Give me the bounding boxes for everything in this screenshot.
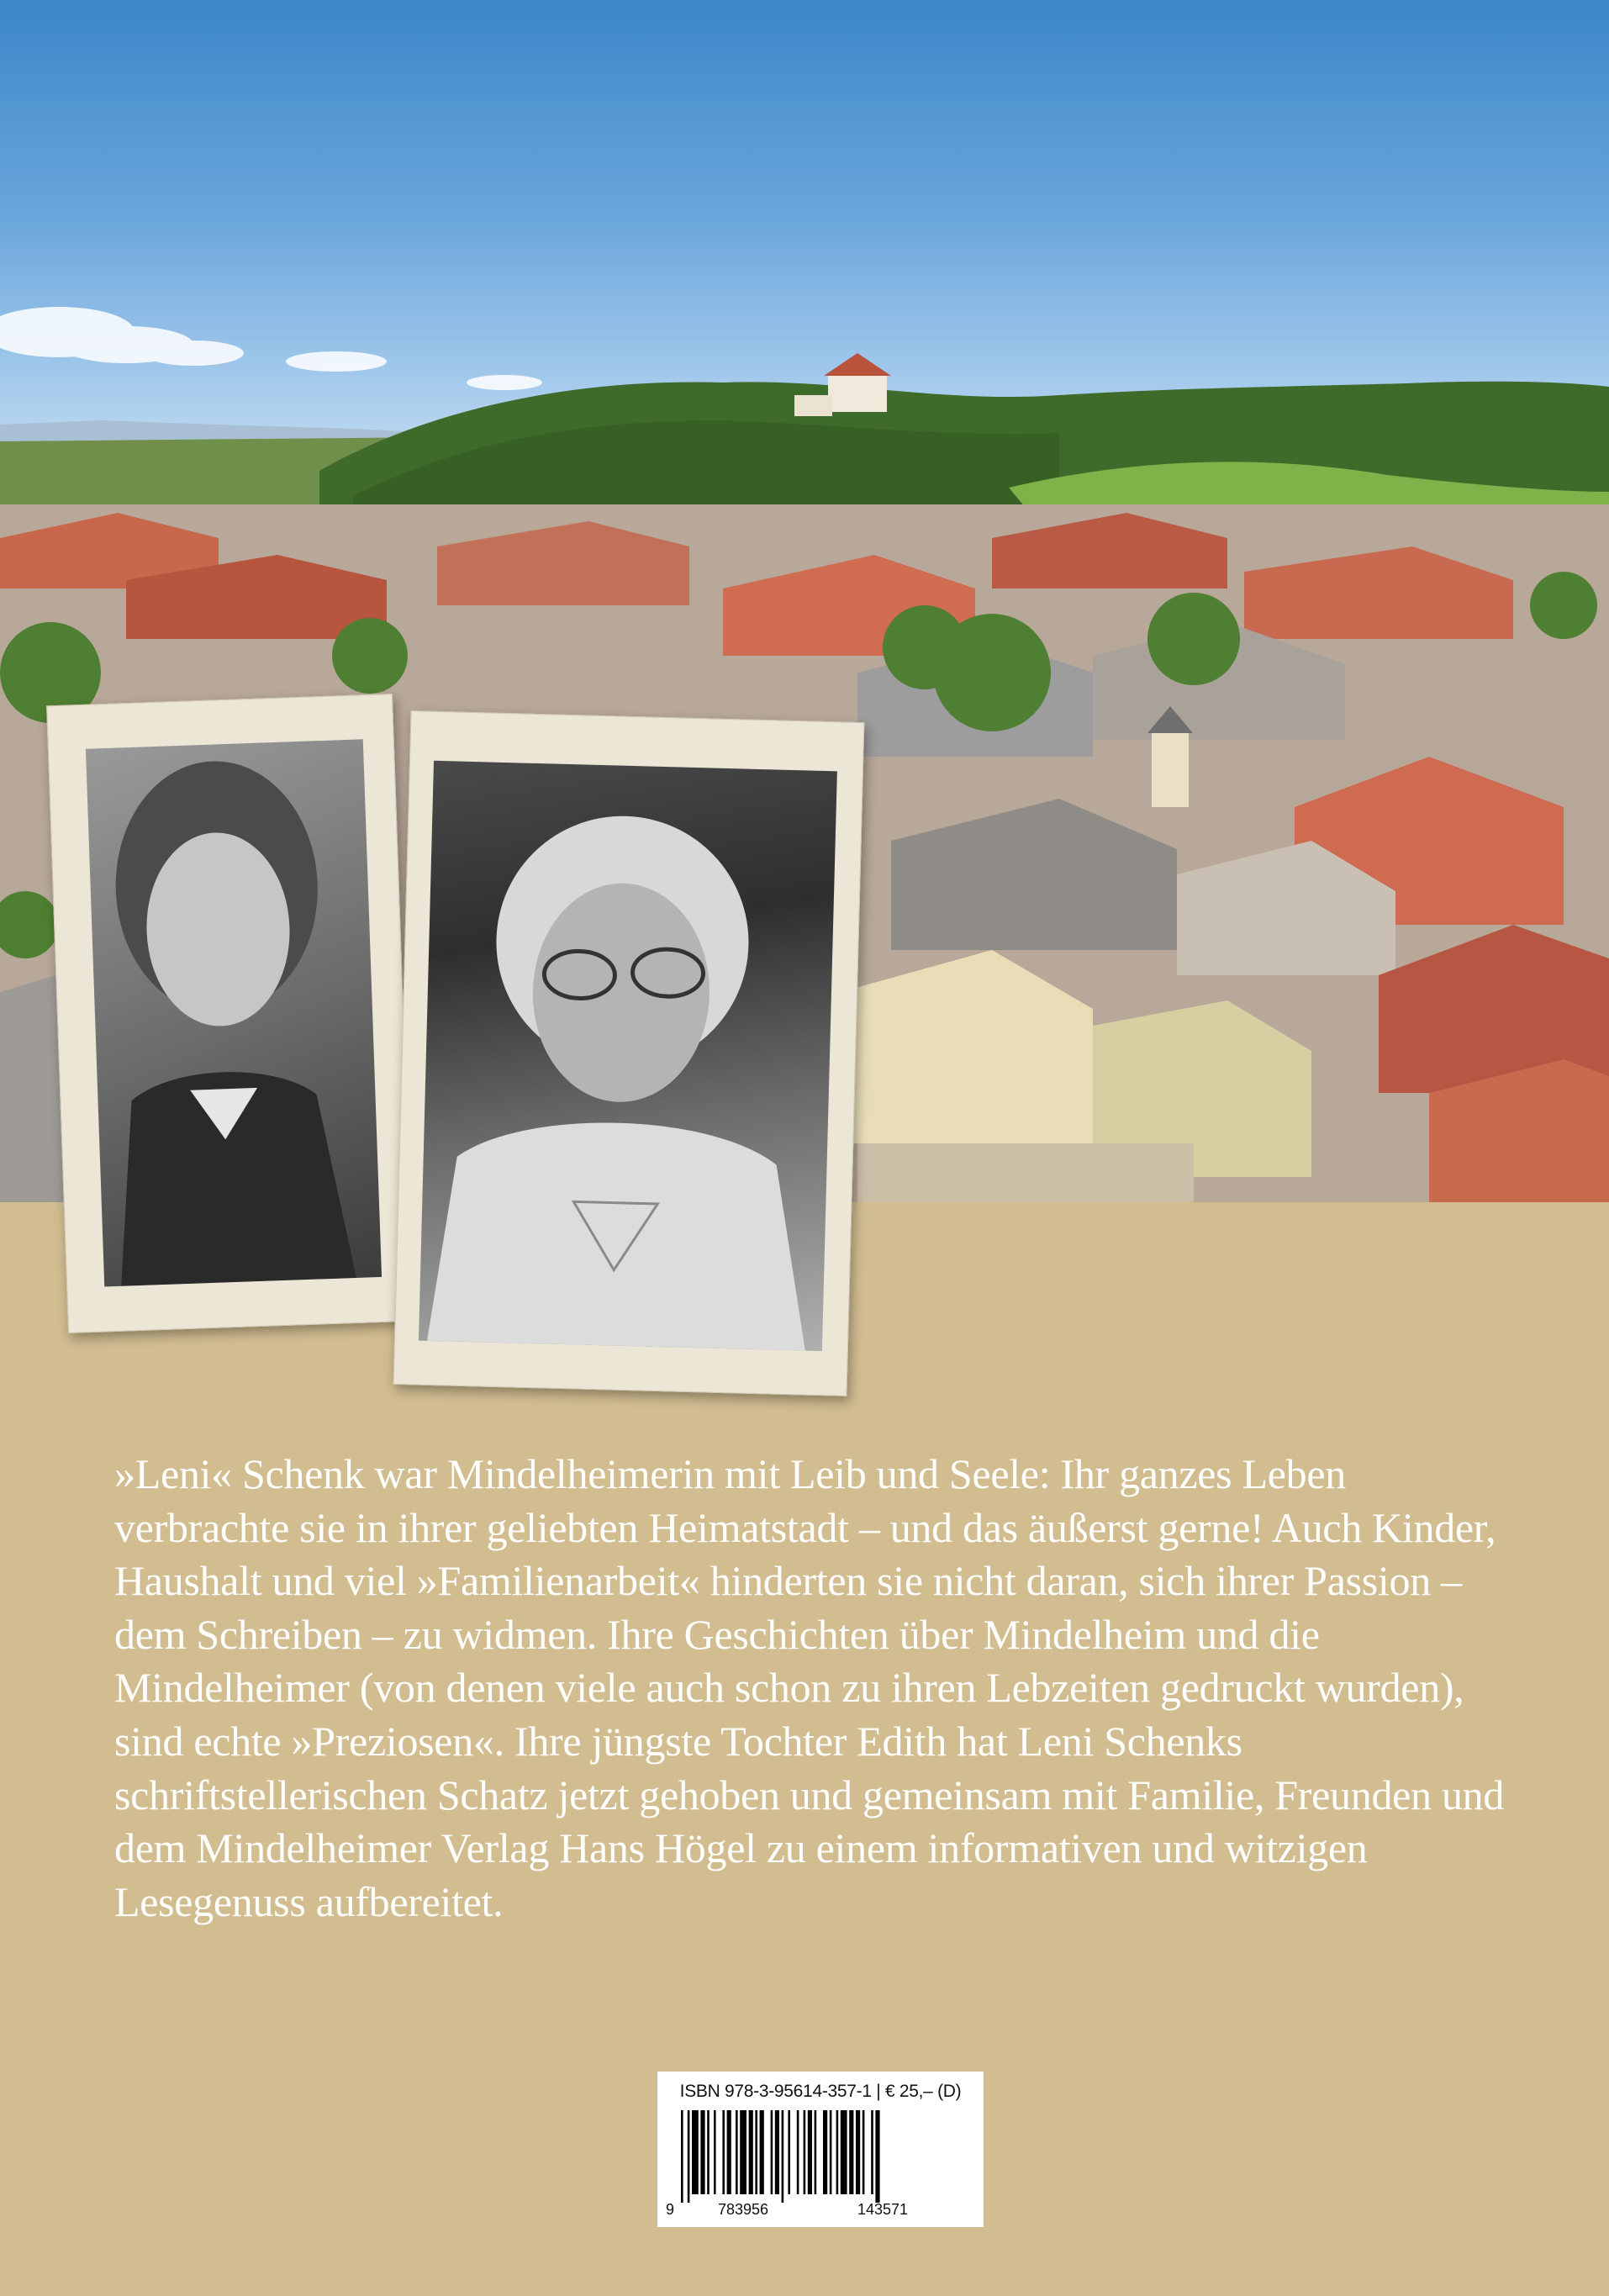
isbn-price-label: ISBN 978-3-95614-357-1 | € 25,– (D) <box>679 2082 962 2101</box>
barcode-bar <box>804 2110 806 2194</box>
barcode-bar <box>841 2110 847 2194</box>
barcode-bar <box>688 2110 690 2203</box>
barcode-bar <box>760 2110 764 2194</box>
barcode-bar <box>797 2110 799 2194</box>
barcode-bar <box>707 2110 710 2194</box>
portrait-young-woman-image <box>86 739 382 1286</box>
clouds <box>0 307 542 390</box>
barcode-bar <box>875 2110 879 2203</box>
portrait-young-woman <box>46 694 414 1333</box>
barcode-bar <box>681 2110 683 2203</box>
barcode-bar <box>740 2110 746 2194</box>
portrait-elderly-woman <box>393 710 865 1396</box>
barcode-bar <box>782 2110 784 2203</box>
barcode-bar <box>815 2110 817 2194</box>
isbn-barcode <box>657 2072 984 2227</box>
barcode-bar <box>823 2110 827 2194</box>
back-cover-description: »Leni« Schenk war Mindelheimerin mit Leib und Seele: Ihr ganzes Leben verbrachte sie in ihrer geliebten Heimatstadt – und das äußerst gerne! Auch Kinder, Haushalt und viel »Familienarbeit« hinderten sie nicht daran, sich ihrer Passion – dem Schreiben – zu widmen. Ihre Geschichten über Mindelheim und die Mindelheimer (von denen viele auch schon zu ihren Lebzeiten gedruckt wurden), sind echte »Preziosen«. Ihre jüngste Tochter Edith hat Leni Schenks schriftstellerischen Schatz jetzt gehoben und gemeinsam mit Familie, Freunden und dem Mindelheimer Verlag Hans Högel zu einem informativen und witzigen Lesegenuss aufbereitet. <box>114 1450 1505 1925</box>
barcode-bar <box>871 2110 873 2194</box>
barcode-bar <box>700 2110 704 2194</box>
barcode-bars <box>676 2110 965 2203</box>
barcode-bar <box>755 2110 757 2194</box>
barcode-bar <box>849 2110 853 2194</box>
barcode-bar <box>808 2110 812 2194</box>
barcode-bar <box>836 2110 839 2194</box>
barcode-bar <box>736 2110 738 2194</box>
barcode-bar <box>863 2110 865 2194</box>
barcode-bar <box>727 2110 731 2194</box>
barcode-bar <box>856 2110 860 2194</box>
barcode-bar <box>771 2110 773 2194</box>
barcode-bar <box>722 2110 725 2194</box>
barcode-digits-right: 143571 <box>857 2201 909 2218</box>
barcode-bar <box>714 2110 716 2194</box>
barcode-bar <box>830 2110 832 2194</box>
portrait-elderly-woman-image <box>419 761 837 1351</box>
barcode-bar <box>775 2110 779 2194</box>
barcode-bar <box>692 2110 699 2194</box>
barcode-bar <box>788 2110 790 2194</box>
barcode-digit-first: 9 <box>666 2201 675 2218</box>
barcode-bar <box>749 2110 753 2194</box>
barcode-digits-left: 783956 <box>718 2201 769 2218</box>
